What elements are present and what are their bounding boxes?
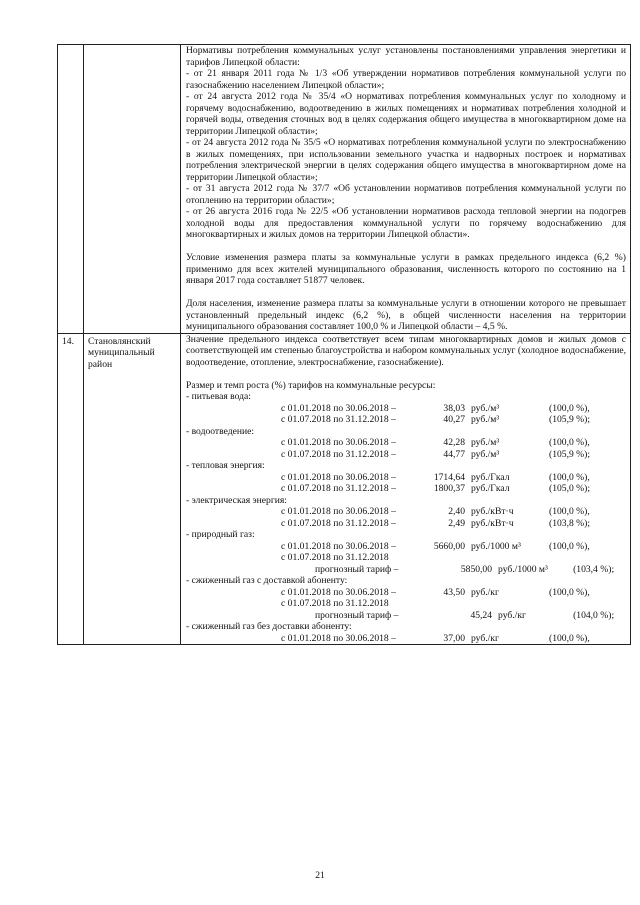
tariff-value: 2,49: [448, 517, 465, 529]
tariff-rate: (105,9 %);: [549, 448, 591, 460]
norms-list-item: - от 24 августа 2012 года № 35/5 «О нормативах потребления коммунальной услуги по электроснабжению в жилых помещениях, при использовании земельного участка и надворных построек и нормативах потребления электрической энергии в целях содержания общего имущества в многоквартирном доме на территории Липецкой области»;: [186, 137, 626, 183]
tariff-period: с 01.01.2018 по 30.06.2018 –: [281, 471, 396, 483]
table-row: [58, 45, 631, 334]
tariff-value: 43,50: [443, 586, 465, 598]
tariff-line: [186, 541, 626, 553]
tariff-period: с 01.07.2018 по 31.12.2018 –: [281, 483, 396, 494]
norms-list-item: - от 26 августа 2016 года № 22/5 «Об установлении нормативов расхода тепловой энергии на подогрев холодной воды для предоставления коммунальной услуги по горячему водоснабжению для многоквартирных и жилых домов на территории Липецкой области».: [186, 206, 626, 240]
tariff-value: [432, 598, 465, 610]
tariff-line: [186, 610, 626, 622]
tariff-value: 40,27: [443, 414, 465, 425]
row-number-cell: [58, 333, 84, 645]
tariff-rate: [549, 552, 604, 564]
tariff-line: [186, 506, 626, 518]
tariff-unit: руб./м³: [471, 402, 500, 414]
tariff-line: [186, 403, 626, 415]
tariff-line: [186, 598, 626, 610]
tariff-value: 42,28: [443, 437, 465, 448]
tariff-period: с 01.07.2018 по 31.12.2018 –: [281, 448, 396, 460]
tariff-unit: руб./Гкал: [471, 471, 510, 483]
tariff-line: [186, 633, 626, 645]
tariff-value: 1800,37: [433, 483, 465, 494]
tariff-line: [186, 472, 626, 484]
tariff-unit: руб./кг: [471, 586, 499, 598]
tariff-rate: (104,0 %);: [573, 609, 615, 621]
tariff-rate: (103,8 %);: [549, 517, 591, 529]
tariff-rate: (105,0 %);: [549, 483, 591, 494]
tariff-period: с 01.07.2018 по 31.12.2018: [281, 598, 389, 609]
tariff-unit: руб./1000 м³: [498, 563, 548, 575]
tariff-period: с 01.01.2018 по 30.06.2018 –: [281, 402, 396, 414]
tariff-line: [186, 449, 626, 461]
tariff-unit: руб./кВт·ч: [471, 506, 514, 517]
norms-list-item: - от 24 августа 2012 года № 35/4 «О нормативах потребления коммунальных услуг по холодному и горячему водоснабжению, водоотведению в жилых помещениях и нормативах потребления холодной и горячей воды, отведения сточных вод в целях содержания общего имущества в многоквартирном доме на территории Липецкой области»;: [186, 91, 626, 137]
tariff-value: 5660,00: [433, 540, 465, 552]
municipal-table: [57, 44, 631, 645]
tariff-unit: руб./м³: [471, 437, 500, 448]
condition-paragraph: Условие изменения размера платы за коммунальные услуги в рамках предельного индекса (6,2 %) применимо для всех жителей муниципального образования, численность которого по состоянию на 1 января 2017 года составляет 51877 человек.: [186, 252, 626, 286]
tariff-group-label: - водоотведение:: [186, 425, 255, 437]
tariff-period: с 01.01.2018 по 30.06.2018 –: [281, 437, 396, 448]
tariff-value: 2,40: [448, 506, 465, 517]
district-name: [84, 45, 180, 47]
tariff-line: [186, 587, 626, 599]
tariff-unit: [465, 598, 549, 610]
tariff-period: с 01.07.2018 по 31.12.2018 –: [281, 517, 396, 529]
tariff-unit: [465, 552, 549, 564]
tariff-rate: (100,0 %),: [549, 632, 590, 644]
tariff-value: 1714,64: [433, 471, 465, 483]
tariff-group-label: - питьевая вода:: [186, 391, 251, 402]
tariff-line: [186, 564, 626, 576]
table-row: [58, 333, 631, 645]
tariff-period: прогнозный тариф –: [315, 563, 399, 575]
tariff-period: с 01.01.2018 по 30.06.2018 –: [281, 586, 396, 598]
tariff-period: с 01.01.2018 по 30.06.2018 –: [281, 632, 396, 644]
tariff-period: прогнозный тариф –: [315, 609, 399, 621]
tariff-unit: руб./м³: [471, 448, 500, 460]
tariff-line: [186, 518, 626, 530]
population-share-paragraph: Доля населения, изменение размера платы за коммунальные услуги в отношении которого не превышает установленный предельный индекс (6,2 %), в общей численности населения на территории муниципального образования составляет 100,0 % и Липецкой области – 4,5 %.: [186, 298, 626, 332]
tariff-period: с 01.01.2018 по 30.06.2018 –: [281, 540, 396, 552]
tariff-value: 45,24: [470, 609, 493, 621]
tariff-rate: [549, 598, 604, 610]
tariff-rate: (100,0 %),: [549, 586, 590, 598]
tariff-group-label: - сжиженный газ без доставки абоненту:: [186, 621, 352, 632]
tariff-value: 37,00: [443, 632, 465, 644]
norms-intro: Нормативы потребления коммунальных услуг установлены постановлениями управления энергетики и тарифов Липецкой области:: [186, 45, 626, 68]
tariff-unit: руб./м³: [471, 414, 500, 425]
norms-list-item: - от 21 января 2011 года № 1/3 «Об утверждении нормативов потребления коммунальной услуги по газоснабжению населением Липецкой области»;: [186, 68, 626, 91]
tariff-unit: руб./Гкал: [471, 483, 510, 494]
tariff-value: [432, 552, 465, 564]
tariff-group-label: - тепловая энергия:: [186, 460, 265, 471]
tariff-line: [186, 552, 626, 564]
tariff-period: с 01.07.2018 по 31.12.2018: [281, 552, 389, 563]
tariff-period: с 01.07.2018 по 31.12.2018 –: [281, 414, 396, 425]
tariff-unit: руб./кВт·ч: [471, 517, 514, 529]
row-number: [58, 45, 83, 47]
tariff-rate: (100,0 %),: [549, 471, 590, 483]
tariff-group-label: - природный газ:: [186, 529, 255, 540]
tariff-period: с 01.01.2018 по 30.06.2018 –: [281, 506, 396, 517]
tariff-line: [186, 437, 626, 449]
description-cell: [181, 45, 631, 334]
tariff-unit: руб./кг: [498, 609, 526, 621]
description-cell: [181, 333, 631, 645]
tariff-group-label: - электрическая энергия:: [186, 494, 287, 506]
tariff-value: 44,77: [443, 448, 465, 460]
tariff-rate: (100,0 %),: [549, 540, 590, 552]
tariff-rate: (100,0 %),: [549, 437, 590, 448]
page-number: 21: [315, 870, 325, 881]
row-number-cell: [58, 45, 84, 334]
tariff-list: [186, 391, 626, 644]
tariff-rate: (103,4 %);: [573, 563, 615, 575]
district-cell: [84, 333, 181, 645]
tariff-rate: (100,0 %),: [549, 506, 590, 517]
tariff-unit: руб./кг: [471, 632, 499, 644]
tariff-line: [186, 483, 626, 495]
norms-list-item: - от 31 августа 2012 года № 37/7 «Об установлении нормативов потребления коммунальной услуги по отоплению на территории области»;: [186, 183, 626, 206]
tariff-rate: (100,0 %),: [549, 402, 590, 414]
tariff-value: 38,03: [443, 402, 465, 414]
tariff-rate: (105,9 %);: [549, 414, 591, 425]
district-cell: [84, 45, 181, 334]
row-number: 14.: [62, 335, 74, 347]
tariff-group-label: - сжиженный газ с доставкой абоненту:: [186, 575, 348, 586]
tariffs-heading: Размер и темп роста (%) тарифов на коммунальные ресурсы:: [186, 379, 436, 391]
tariff-line: [186, 414, 626, 426]
norms-list: [186, 45, 626, 241]
tariff-value: 5850,00: [460, 563, 493, 575]
tariff-unit: руб./1000 м³: [471, 540, 521, 552]
intro-paragraph: Значение предельного индекса соответствует всем типам многоквартирных домов и жилых домов с соответствующей им степенью благоустройства и набором коммунальных услуг (холодное водоснабжение, водоотведение, отопление, электроснабжение, газоснабжение).: [186, 333, 626, 368]
district-name: Становлянский муниципальный район: [88, 335, 155, 370]
